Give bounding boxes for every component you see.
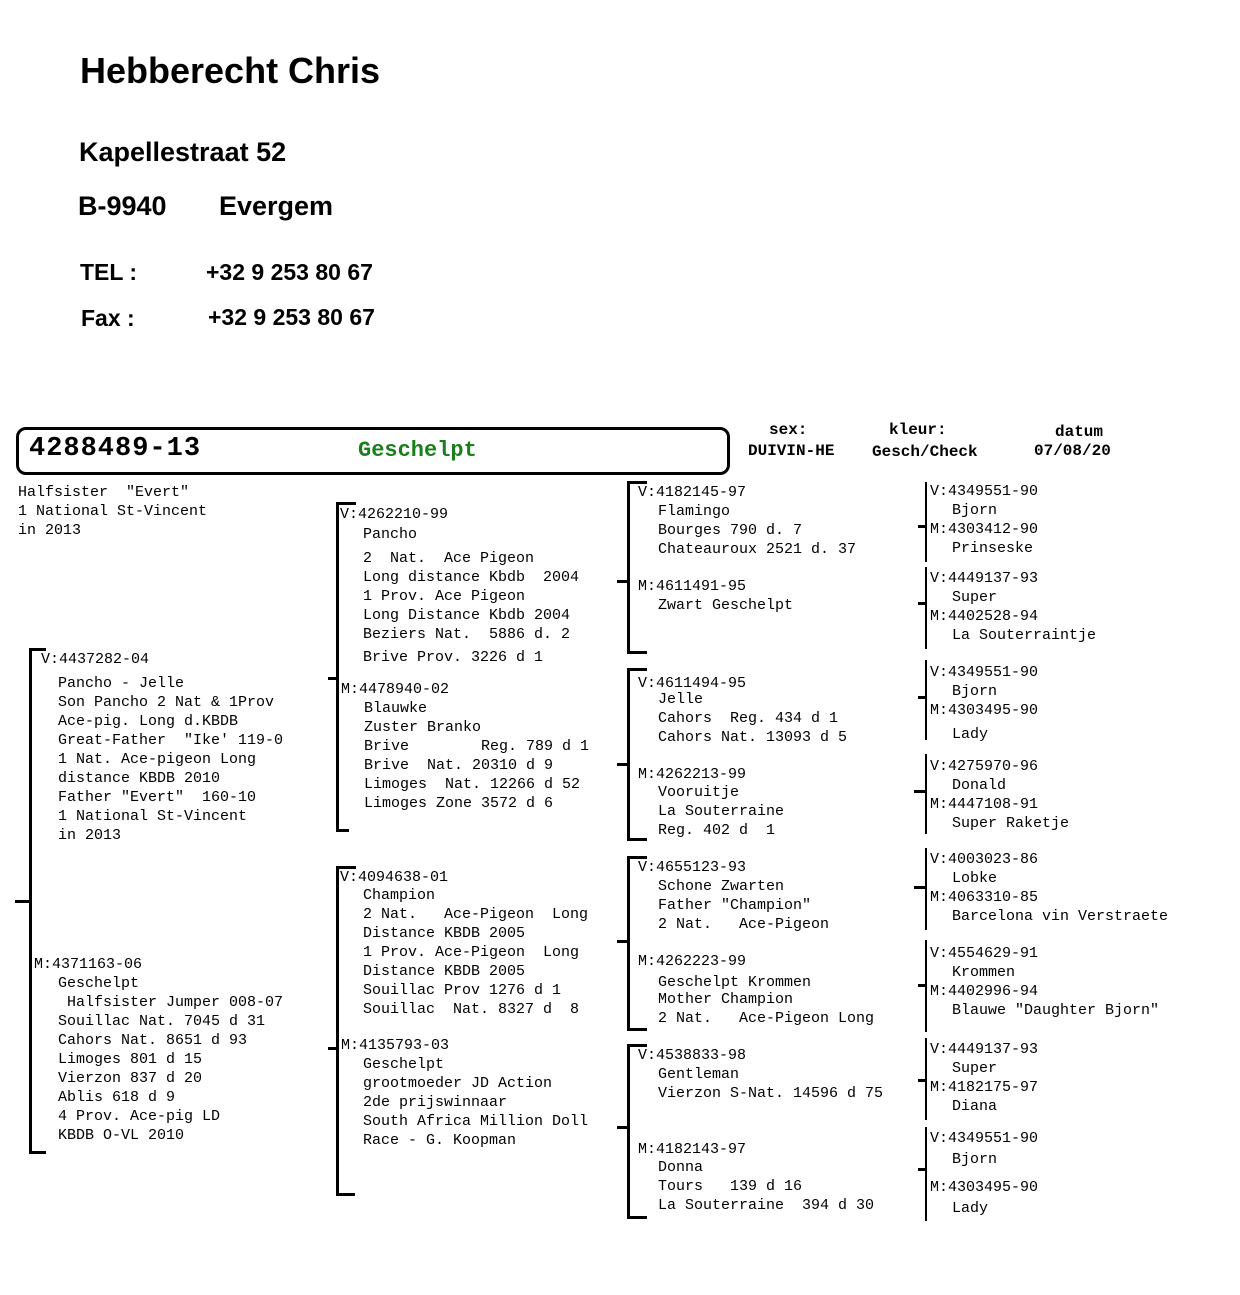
- sdd-ring: M:4262213-99: [638, 766, 747, 783]
- sex-value: DUIVIN-HE: [748, 442, 835, 460]
- datum-value: 07/08/20: [1034, 442, 1111, 460]
- sdd-details: Vooruitje La Souterraine Reg. 402 d 1: [658, 784, 785, 839]
- fax-number: +32 9 253 80 67: [208, 304, 375, 330]
- sex-label: sex:: [769, 421, 808, 439]
- tel-label: TEL :: [80, 259, 138, 285]
- sire-ring: V:4437282-04: [41, 651, 150, 668]
- dam-ring: M:4371163-06: [34, 956, 143, 973]
- sds-details: Jelle Cahors Reg. 434 d 1 Cahors Nat. 13093 d 5: [658, 691, 848, 746]
- kleur-label: kleur:: [889, 421, 947, 439]
- kleur-value: Gesch/Check: [872, 443, 978, 461]
- bird-color: Geschelpt: [358, 438, 477, 463]
- ssd-ring: M:4611491-95: [638, 578, 747, 595]
- gen4-pair-6: V:4554629-91 Krommen M:4402996-94 Blauwe "Daughter Bjorn": [930, 945, 1160, 1019]
- bird-ring-number: 4288489-13: [29, 434, 202, 464]
- sd-details: Blauwke Zuster Branko Brive Reg. 789 d 1 Brive Nat. 20310 d 9 Limoges Nat. 12266 d 52 Limoges Zone 3572 d 6: [364, 700, 590, 812]
- dds-details: Gentleman Vierzon S-Nat. 14596 d 75: [658, 1066, 884, 1102]
- datum-label: datum: [1055, 423, 1104, 441]
- gen4-pair-3: V:4349551-90 Bjorn M:4303495-90 Lady: [930, 664, 1039, 743]
- ds-ring: V:4094638-01: [340, 869, 449, 886]
- dds-ring: V:4538833-98: [638, 1047, 747, 1064]
- dsd-details: Geschelpt Krommen Mother Champion 2 Nat. Ace-Pigeon Long: [658, 974, 875, 1027]
- sss-ring: V:4182145-97: [638, 484, 747, 501]
- ss-ring: V:4262210-99: [340, 506, 449, 523]
- owner-name: Hebberecht Chris: [80, 50, 381, 91]
- dss-ring: V:4655123-93: [638, 859, 747, 876]
- gen4-pair-1: V:4349551-90 Bjorn M:4303412-90 Prinseske: [930, 483, 1039, 557]
- gen4-pair-8: V:4349551-90 Bjorn M:4303495-90 Lady: [930, 1130, 1039, 1217]
- ss-details: Pancho 2 Nat. Ace Pigeon Long distance Kbdb 2004 1 Prov. Ace Pigeon Long Distance Kbdb 2004 Beziers Nat. 5886 d. 2 Brive Prov. 3226 d 1: [363, 526, 580, 666]
- dsd-ring: M:4262223-99: [638, 953, 747, 970]
- sd-ring: M:4478940-02: [341, 681, 450, 698]
- sds-ring: V:4611494-95: [638, 675, 747, 692]
- dam-details: Geschelpt Halfsister Jumper 008-07 Souillac Nat. 7045 d 31 Cahors Nat. 8651 d 93 Limoges 801 d 15 Vierzon 837 d 20 Ablis 618 d 9 4 Prov. Ace-pig LD KBDB O-VL 2010: [58, 975, 284, 1144]
- fax-label: Fax :: [81, 305, 135, 331]
- gen4-pair-2: V:4449137-93 Super M:4402528-94 La Souterraintje: [930, 570, 1097, 644]
- gen4-pair-4: V:4275970-96 Donald M:4447108-91 Super Raketje: [930, 758, 1070, 832]
- owner-street: Kapellestraat 52: [79, 137, 287, 167]
- owner-postcode: B-9940: [78, 191, 167, 221]
- sire-details: Pancho - Jelle Son Pancho 2 Nat & 1Prov Ace-pig. Long d.KBDB Great-Father "Ike' 119-0 1 Nat. Ace-pigeon Long distance KBDB 2010 Father "Evert" 160-10 1 National St-Vincent in 2013: [58, 675, 284, 844]
- dd-details: Geschelpt grootmoeder JD Action 2de prijswinnaar South Africa Million Doll Race - G. Koopman: [363, 1056, 589, 1149]
- gen4-pair-7: V:4449137-93 Super M:4182175-97 Diana: [930, 1041, 1039, 1115]
- ssd-details: Zwart Geschelpt: [658, 597, 794, 614]
- ds-details: Champion 2 Nat. Ace-Pigeon Long Distance KBDB 2005 1 Prov. Ace-Pigeon Long Distance KBDB 2005 Souillac Prov 1276 d 1 Souillac Nat. 8327 d 8: [363, 887, 589, 1018]
- ddd-details: Donna Tours 139 d 16 La Souterraine 394 d 30: [658, 1159, 875, 1214]
- sss-details: Flamingo Bourges 790 d. 7 Chateauroux 2521 d. 37: [658, 503, 857, 558]
- tel-number: +32 9 253 80 67: [206, 259, 373, 285]
- owner-city: Evergem: [219, 191, 334, 221]
- gen4-pair-5: V:4003023-86 Lobke M:4063310-85 Barcelona vin Verstraete: [930, 851, 1169, 925]
- bird-notes: Halfsister "Evert" 1 National St-Vincent in 2013: [18, 484, 208, 539]
- dss-details: Schone Zwarten Father "Champion" 2 Nat. Ace-Pigeon: [658, 878, 830, 933]
- ddd-ring: M:4182143-97: [638, 1141, 747, 1158]
- dd-ring: M:4135793-03: [341, 1037, 450, 1054]
